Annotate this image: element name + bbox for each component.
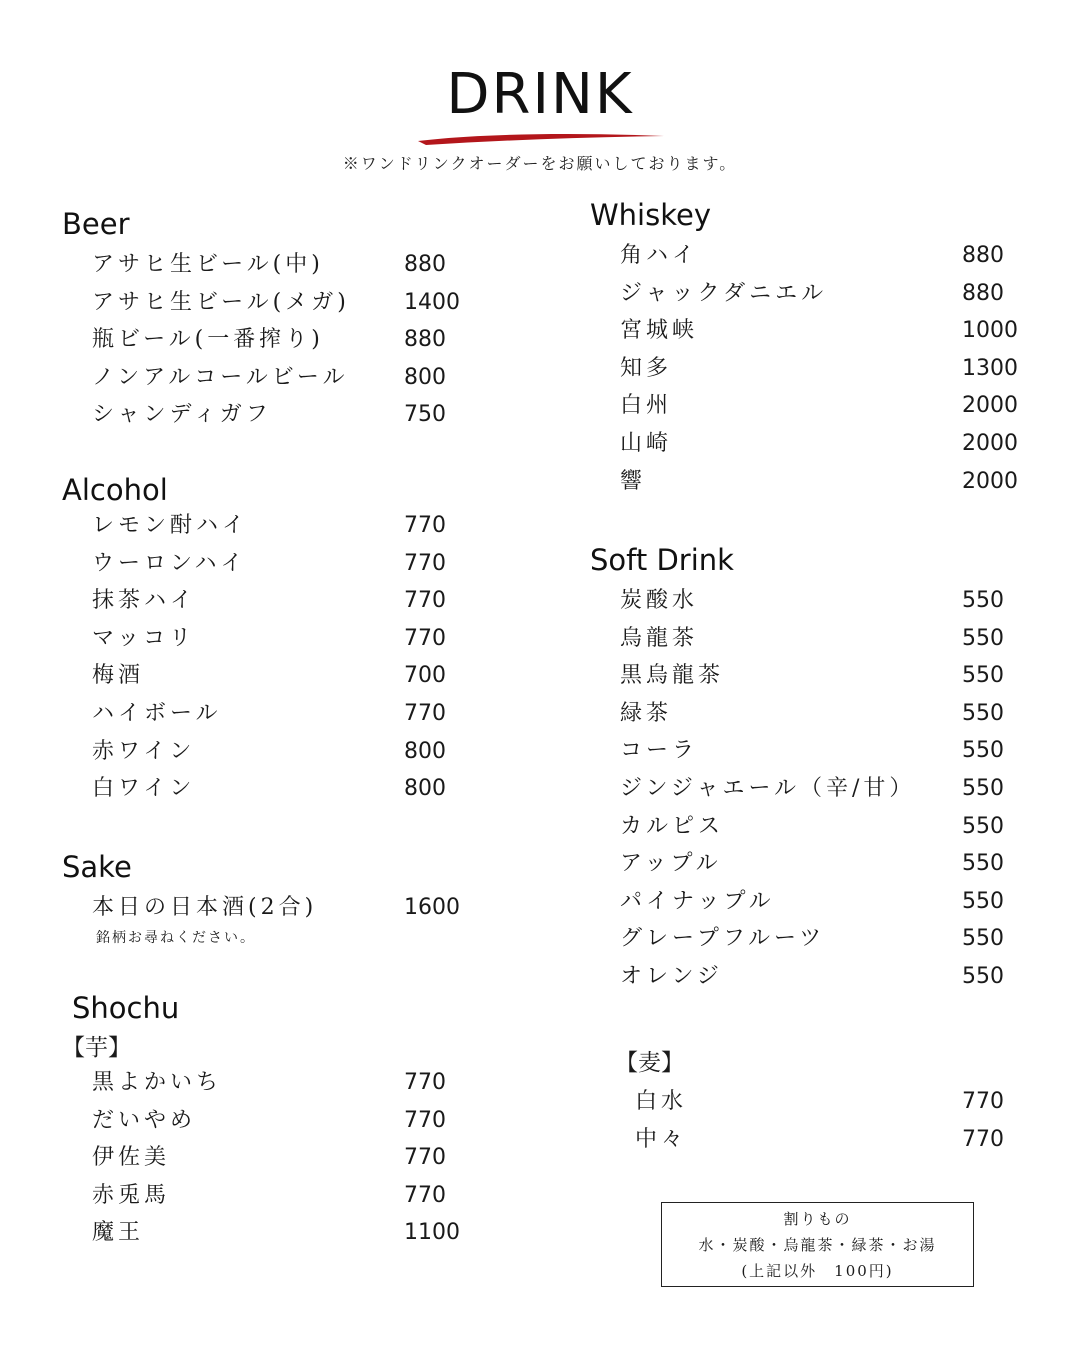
whiskey-heading: Whiskey	[590, 198, 711, 232]
shochu-mugi-section	[615, 1045, 1030, 1158]
menu-item-price: 550	[962, 775, 1004, 801]
menu-item	[590, 958, 1030, 996]
menu-item-price: 550	[962, 738, 1004, 764]
menu-item-price: 700	[404, 663, 446, 689]
menu-item-price: 1600	[404, 895, 460, 920]
menu-item-price: 770	[404, 550, 446, 576]
menu-item	[590, 770, 1030, 808]
menu-item-name: 知多	[620, 355, 673, 381]
beer-heading: Beer	[62, 207, 130, 241]
order-note: ※ワンドリンクオーダーをお願いしております。	[342, 154, 738, 173]
menu-item-name: ジャックダニエル	[620, 280, 828, 306]
menu-item-name: 梅酒	[92, 663, 145, 689]
alcohol-section	[62, 471, 502, 808]
title-brush-underline	[416, 128, 666, 148]
menu-item	[590, 582, 1030, 620]
menu-item	[62, 321, 502, 359]
menu-item	[62, 770, 502, 808]
menu-item-price: 1100	[404, 1220, 460, 1246]
menu-item	[62, 1177, 502, 1215]
menu-item-name: 抹茶ハイ	[92, 588, 197, 614]
menu-item-name: ノンアルコールビール	[92, 364, 349, 390]
menu-item-price: 770	[404, 625, 446, 651]
menu-item-price: 550	[962, 663, 1004, 689]
alcohol-list	[62, 507, 502, 808]
menu-item-price: 550	[962, 625, 1004, 651]
menu-item-price: 770	[404, 513, 446, 538]
menu-item-price: 770	[962, 1089, 1004, 1114]
menu-item	[590, 845, 1030, 883]
menu-item-price: 2000	[962, 430, 1018, 456]
menu-item	[62, 695, 502, 733]
menu-item-price: 800	[404, 738, 446, 764]
beer-list	[62, 246, 502, 434]
menu-item-name: 白州	[620, 393, 673, 419]
menu-item-price: 880	[404, 327, 446, 353]
menu-item-price: 550	[962, 926, 1004, 952]
menu-item-name: 本日の日本酒(2合)	[92, 895, 318, 920]
menu-item-name: 緑茶	[620, 700, 673, 726]
menu-item	[590, 883, 1030, 921]
menu-item	[590, 350, 1030, 388]
sake-heading: Sake	[62, 850, 132, 884]
menu-item-name: 山崎	[620, 430, 673, 456]
menu-item	[590, 312, 1030, 350]
menu-item-name: オレンジ	[620, 963, 723, 989]
menu-item-name: 烏龍茶	[620, 625, 699, 651]
mixers-title: 割りもの	[783, 1210, 852, 1228]
menu-item-name: 白ワイン	[92, 776, 196, 802]
menu-item-price: 770	[404, 1107, 446, 1133]
menu-item	[62, 545, 502, 583]
menu-item-name: 瓶ビール(一番搾り)	[92, 327, 324, 353]
sake-note: 銘柄お尋ねください。	[96, 929, 256, 946]
mixers-list: 水・炭酸・烏龍茶・緑茶・お湯	[698, 1236, 937, 1254]
menu-item-name: 黒よかいち	[92, 1070, 223, 1095]
menu-item-name: 角ハイ	[620, 243, 699, 268]
menu-item	[62, 1102, 502, 1140]
menu-item	[590, 695, 1030, 733]
menu-item-name: アサヒ生ビール(中)	[92, 252, 324, 277]
mixers-box	[661, 1202, 974, 1287]
whiskey-section	[590, 196, 1030, 500]
menu-item-name: だいやめ	[92, 1107, 197, 1133]
mixers-extra: (上記以外 100円)	[741, 1262, 894, 1280]
menu-item-price: 2000	[962, 468, 1018, 494]
mugi-label: 【麦】	[615, 1050, 684, 1076]
menu-item	[590, 808, 1030, 846]
sake-list	[62, 889, 502, 927]
menu-item	[62, 657, 502, 695]
menu-item-name: 赤ワイン	[92, 738, 196, 764]
menu-item-name: 白水	[635, 1089, 688, 1114]
menu-item-name: 赤兎馬	[92, 1182, 171, 1208]
beer-section	[62, 205, 502, 434]
menu-item	[590, 920, 1030, 958]
menu-item-price: 770	[404, 700, 446, 726]
imo-label: 【芋】	[62, 1035, 131, 1061]
menu-item	[62, 1064, 502, 1102]
menu-item	[590, 657, 1030, 695]
menu-item-price: 770	[404, 1070, 446, 1095]
menu-item-price: 880	[404, 252, 446, 277]
menu-item-price: 2000	[962, 393, 1018, 419]
menu-item	[590, 387, 1030, 425]
alcohol-heading: Alcohol	[62, 473, 168, 507]
menu-item-name: ウーロンハイ	[92, 550, 247, 576]
menu-item-name: 伊佐美	[92, 1145, 171, 1171]
menu-item	[62, 396, 502, 434]
menu-item	[590, 732, 1030, 770]
soft-drink-heading: Soft Drink	[590, 543, 734, 577]
menu-item-price: 550	[962, 851, 1004, 877]
menu-item-price: 550	[962, 588, 1004, 613]
menu-item-price: 550	[962, 700, 1004, 726]
menu-item-price: 880	[962, 243, 1004, 268]
menu-item	[62, 246, 502, 284]
menu-item	[62, 1214, 502, 1252]
menu-item	[62, 284, 502, 322]
menu-item-name: アップル	[620, 851, 722, 877]
menu-item-price: 550	[962, 888, 1004, 914]
menu-item-name: 宮城峡	[620, 318, 699, 344]
menu-item	[62, 582, 502, 620]
menu-item-price: 770	[404, 1145, 446, 1171]
menu-item-name: パイナップル	[620, 888, 775, 914]
menu-item-name: 炭酸水	[620, 588, 699, 613]
menu-item	[62, 1139, 502, 1177]
menu-item	[62, 733, 502, 771]
menu-item	[590, 237, 1030, 275]
menu-item	[62, 359, 502, 397]
menu-item-name: 魔王	[92, 1220, 145, 1246]
menu-item-price: 770	[404, 1182, 446, 1208]
menu-item-name: 黒烏龍茶	[620, 663, 725, 689]
menu-item	[62, 507, 502, 545]
menu-item-price: 770	[404, 588, 446, 614]
sake-section	[62, 848, 502, 949]
menu-item-name: シャンディガフ	[92, 402, 272, 428]
menu-item-price: 550	[962, 813, 1004, 839]
menu-item	[615, 1083, 1030, 1121]
menu-item-name: レモン酎ハイ	[92, 513, 249, 538]
menu-item-price: 800	[404, 364, 446, 390]
menu-item-name: カルピス	[620, 813, 725, 839]
menu-item-name: グレープフルーツ	[620, 926, 826, 952]
menu-item	[590, 425, 1030, 463]
menu-item	[590, 275, 1030, 313]
menu-item-name: アサヒ生ビール(メガ)	[92, 289, 350, 315]
soft-drink-section	[590, 541, 1030, 996]
mugi-list	[615, 1083, 1030, 1158]
menu-item-price: 770	[962, 1126, 1004, 1152]
menu-item	[590, 463, 1030, 501]
menu-item-price: 750	[404, 402, 446, 428]
menu-item-name: 中々	[635, 1126, 688, 1152]
menu-item-name: ジンジャエール（辛/甘）	[620, 775, 916, 801]
menu-item	[62, 889, 502, 927]
shochu-section	[72, 989, 502, 1027]
menu-item-price: 1300	[962, 355, 1018, 381]
soft-drink-list	[590, 582, 1030, 996]
whiskey-list	[590, 237, 1030, 500]
page-title: DRINK	[446, 62, 634, 127]
menu-item-price: 1000	[962, 318, 1018, 344]
menu-item-price: 880	[962, 280, 1004, 306]
menu-item	[615, 1121, 1030, 1159]
menu-item-price: 1400	[404, 289, 460, 315]
imo-list	[62, 1064, 502, 1252]
menu-item-name: コーラ	[620, 738, 699, 764]
shochu-imo-section	[62, 1030, 502, 1252]
menu-item-name: 響	[620, 468, 647, 494]
shochu-heading: Shochu	[72, 991, 180, 1025]
menu-item	[590, 620, 1030, 658]
menu-item-name: マッコリ	[92, 625, 196, 651]
menu-item-name: ハイボール	[92, 700, 222, 726]
menu-item-price: 800	[404, 776, 446, 802]
menu-item	[62, 620, 502, 658]
menu-item-price: 550	[962, 963, 1004, 989]
